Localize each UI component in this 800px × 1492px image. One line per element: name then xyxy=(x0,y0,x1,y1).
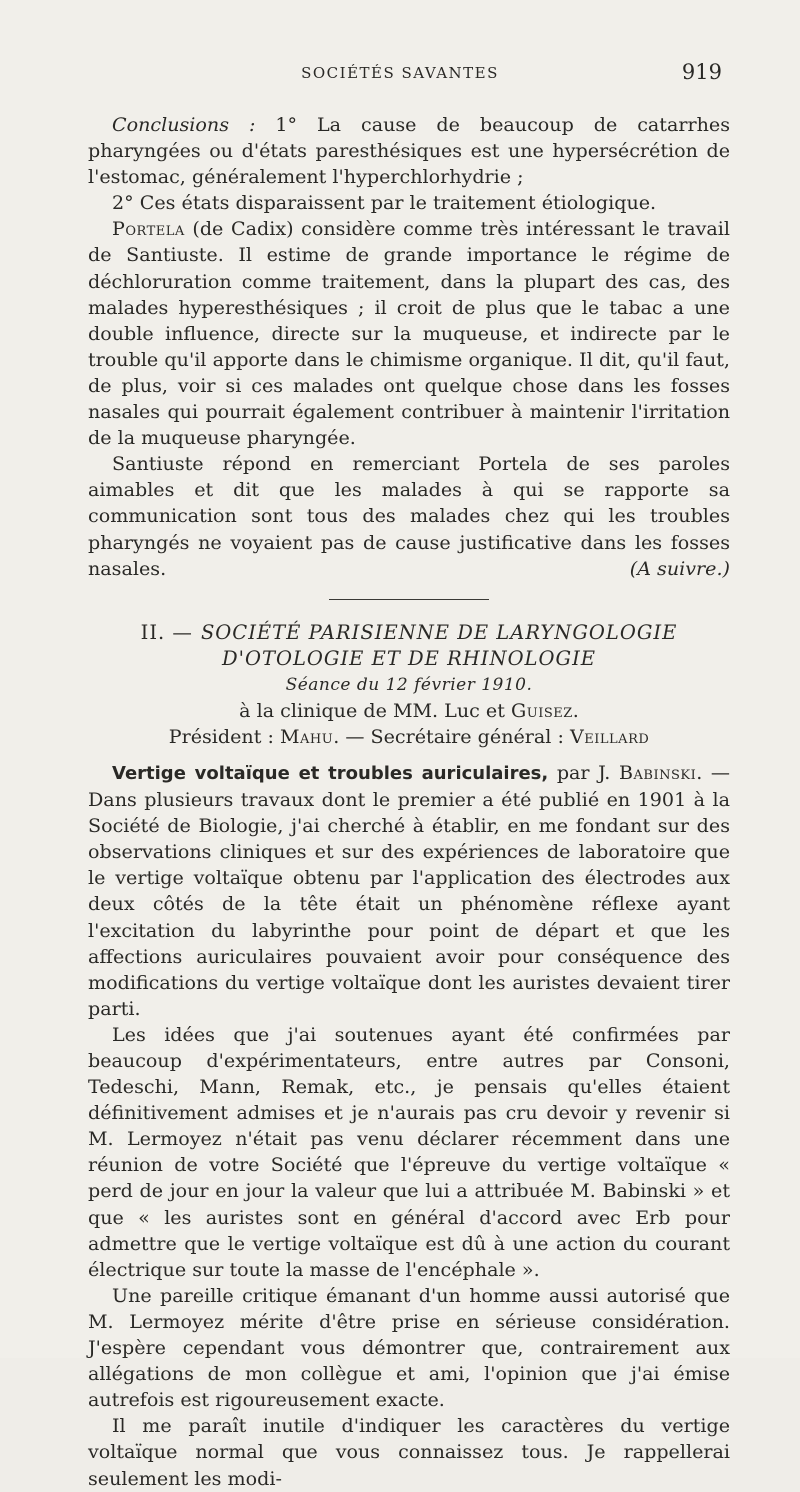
portela-name: Portela xyxy=(112,217,185,241)
conclusions-label: Conclusions : xyxy=(112,113,256,136)
article-title: Vertige voltaïque et troubles auriculaires, xyxy=(112,762,549,784)
section-heading xyxy=(88,620,730,672)
running-title: SOCIÉTÉS SAVANTES xyxy=(301,64,499,82)
article-paragraph-3: Une pareille critique émanant d'un homme aussi autorisé que M. Lermoyez mérite d'être prise en sérieuse considération. J'espère cependant vous démontrer que, contrairement aux allégations de mon collègue et ami, l'opinion que j'ai émise autrefois est rigoureusement exacte. xyxy=(88,1283,730,1412)
portela-paragraph xyxy=(88,216,730,451)
santiuste-text: Santiuste répond en remerciant Portela de ses paroles aimables et dit que les malades à qui se rapporte sa communication sont tous des malades chez qui les troubles pharyngés ne voyaient pas de cause justificative dans les fosses nasales. xyxy=(88,452,730,580)
session-date: Séance du 12 février 1910. xyxy=(285,674,533,695)
section-divider xyxy=(329,599,489,600)
page-number: 919 xyxy=(681,60,722,84)
article-paragraph-4: Il me paraît inutile d'indiquer les caractères du vertige voltaïque normal que vous connaissez tous. Je rappellerai seulement les modi- xyxy=(88,1414,730,1490)
officers-mid: . — Secrétaire général : xyxy=(333,724,564,748)
article-first-paragraph xyxy=(88,760,730,1022)
location-prefix: à la clinique de MM. Luc et xyxy=(239,698,505,722)
conclusions-paragraph xyxy=(88,112,730,190)
section-title-line-1 xyxy=(88,620,730,646)
a-suivre: (A suivre.) xyxy=(629,556,730,580)
article-text-1: . — Dans plusieurs travaux dont le premier a été publié en 1901 à la Société de Biologie, j'ai cherché à établir, en me fondant sur des observations cliniques et sur des expériences de laboratoire que le vertige voltaïque obtenu par l'application des électrodes aux deux côtés de la tête était un phénomène réflexe ayant l'excitation du labyrinthe pour point de départ et que les affections auriculaires pouvaient avoir pour conséquence des modifications du vertige voltaïque dont les auristes devaient tirer parti. xyxy=(88,760,730,1020)
portela-text: (de Cadix) considère comme très intéressant le travail de Santiuste. Il estime de grande importance le régime de déchloruration comme traitement, dans la plupart des cas, des malades hyperesthésiques ; il croit de plus que le tabac a une double influence, directe sur la muqueuse, et indirecte par le trouble qu'il apporte dans le chimisme organique. Il dit, qu'il faut, de plus, voir si ces malades ont quelque chose dans les fosses nasales qui pourrait également contribuer à maintenir l'irritation de la muqueuse pharyngée. xyxy=(88,217,730,450)
officers-prefix: Président : xyxy=(168,724,274,748)
page-body xyxy=(88,112,730,1492)
section-title-line-2: D'OTOLOGIE ET DE RHINOLOGIE xyxy=(221,646,597,670)
section-title-1: SOCIÉTÉ PARISIENNE DE LARYNGOLOGIE xyxy=(200,620,678,644)
conclusions-text: 1° La cause de beaucoup de catarrhes pharyngées ou d'états paresthésiques est une hypersécrétion de l'estomac, généralement l'hyperchlorhydrie ; xyxy=(88,113,731,189)
article-by: par J. xyxy=(556,760,611,784)
section-number: II. — xyxy=(140,620,193,644)
session-officers xyxy=(88,724,730,750)
santiuste-paragraph xyxy=(88,451,730,581)
article-author: Babinski xyxy=(618,760,697,784)
location-name: Guisez xyxy=(510,698,573,722)
president-name: Mahu xyxy=(279,724,334,748)
conclusion-point-2: 2° Ces états disparaissent par le traitement étiologique. xyxy=(112,191,657,215)
running-head xyxy=(0,60,800,90)
location-suffix: . xyxy=(572,698,579,722)
session-location xyxy=(88,698,730,724)
article-paragraph-2: Les idées que j'ai soutenues ayant été confirmées par beaucoup d'expérimentateurs, entre autres par Consoni, Tedeschi, Mann, Remak, etc., je pensais qu'elles étaient définitivement admises et je n'aurais pas cru devoir y revenir si M. Lermoyez n'était pas venu déclarer récemment dans une réunion de votre Société que l'épreuve du vertige voltaïque « perd de jour en jour la valeur que lui a attribuée M. Babinski » et que « les auristes sont en général d'accord avec Erb pour admettre que le vertige voltaïque est dû à une action du courant électrique sur toute la masse de l'encéphale ». xyxy=(88,1022,730,1281)
secretary-name: Veillard xyxy=(570,724,650,748)
